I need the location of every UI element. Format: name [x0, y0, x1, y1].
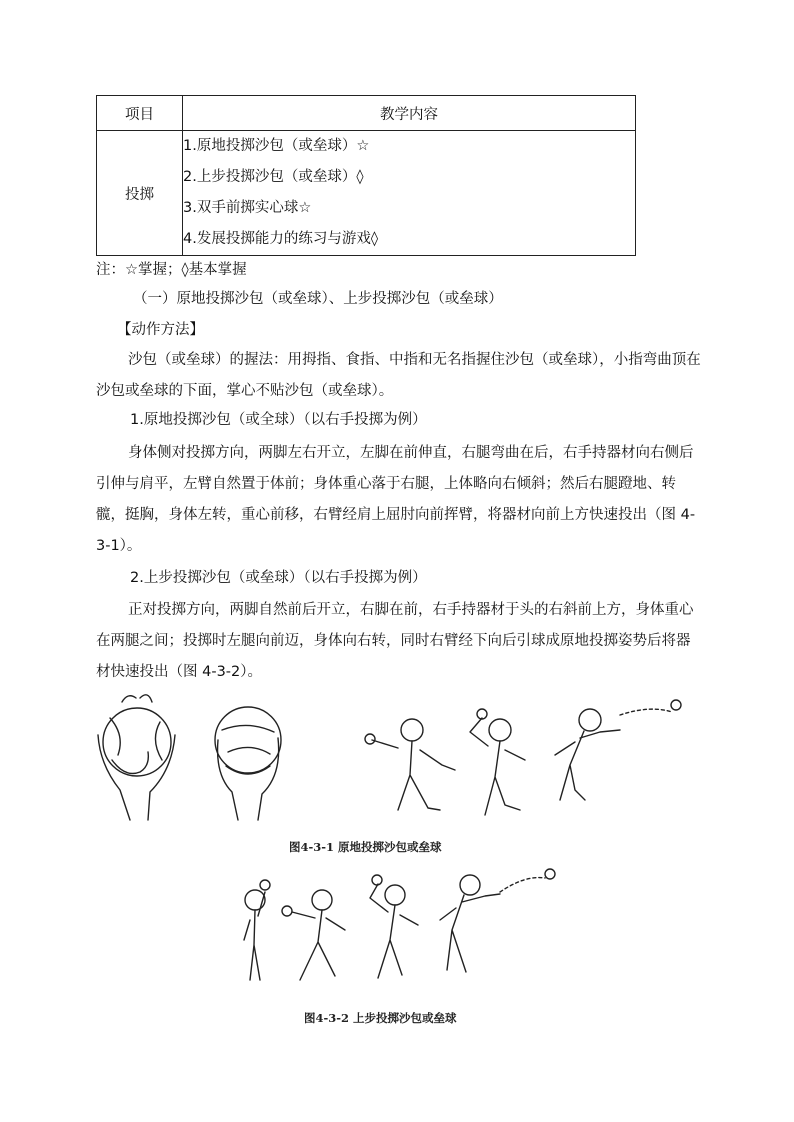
- standing-throw-figure-1: [365, 719, 455, 810]
- figure2-caption: 图4-3-2 上步投掷沙包或垒球: [304, 1011, 457, 1025]
- content-item-4: 4.发展投掷能力的练习与游戏◊: [183, 231, 378, 247]
- content-item-1: 1.原地投掷沙包（或垒球）☆: [183, 138, 370, 154]
- sub1-paragraph: 身体侧对投掷方向，两脚左右开立，左脚在前伸直，右腿弯曲在后，右手持器材向右侧后引伸与肩平，左臂自然置于体前；身体重心落于右腿，上体略向右倾斜；然后右腿蹬地、转髋，挺胸，身体左转，重心前移，右臂经肩上屈肘向前挥臂，将器材向前上方快速投出（图 4-3-1）。: [96, 445, 696, 554]
- standing-throw-figure-2: [470, 709, 525, 815]
- sub2-paragraph: 正对投掷方向，两脚自然前后开立，右脚在前，右手持器材于头的右斜前上方，身体重心在两腿之间；投掷时左腿向前迈，身体向右转，同时右臂经下向后引球成原地投掷姿势后将器材快速投出（图 4-3-2）。: [96, 602, 694, 680]
- content-item-3: 3.双手前掷实心球☆: [183, 200, 312, 216]
- grip-paragraph: 沙包（或垒球）的握法：用拇指、食指、中指和无名指握住沙包（或垒球），小指弯曲顶在沙包或垒球的下面，掌心不贴沙包（或垒球）。: [96, 352, 701, 399]
- figures-illustration: [0, 680, 794, 1030]
- sub2-title: 2.上步投掷沙包（或垒球）（以右手投掷为例）: [130, 570, 427, 586]
- row-item-cell: 投掷: [97, 131, 183, 256]
- grip-hand-back-illustration: [215, 707, 281, 820]
- content-item-2: 2.上步投掷沙包（或垒球）◊: [183, 169, 364, 185]
- table-note: 注：☆掌握；◊基本掌握: [96, 262, 247, 278]
- method-title: 【动作方法】: [117, 322, 204, 338]
- step-throw-figure-4: [440, 869, 555, 972]
- header-content: 教学内容: [183, 96, 636, 131]
- step-throw-figure-2: [282, 890, 345, 980]
- section-title: （一）原地投掷沙包（或垒球）、上步投掷沙包（或垒球）: [133, 291, 503, 307]
- figure1-caption: 图4-3-1 原地投掷沙包或垒球: [289, 840, 442, 854]
- standing-throw-figure-3: [555, 700, 681, 800]
- sub1-title: 1.原地投掷沙包（或全球）（以右手投掷为例）: [130, 412, 427, 428]
- grip-hand-front-illustration: [98, 695, 175, 820]
- step-throw-figure-1: [244, 880, 270, 980]
- table-header-row: [97, 96, 636, 131]
- step-throw-figure-3: [370, 875, 418, 978]
- teaching-content-table: [96, 95, 636, 256]
- row-content-cell: [183, 131, 636, 256]
- header-item: 项目: [97, 96, 183, 131]
- table-row: [97, 131, 636, 256]
